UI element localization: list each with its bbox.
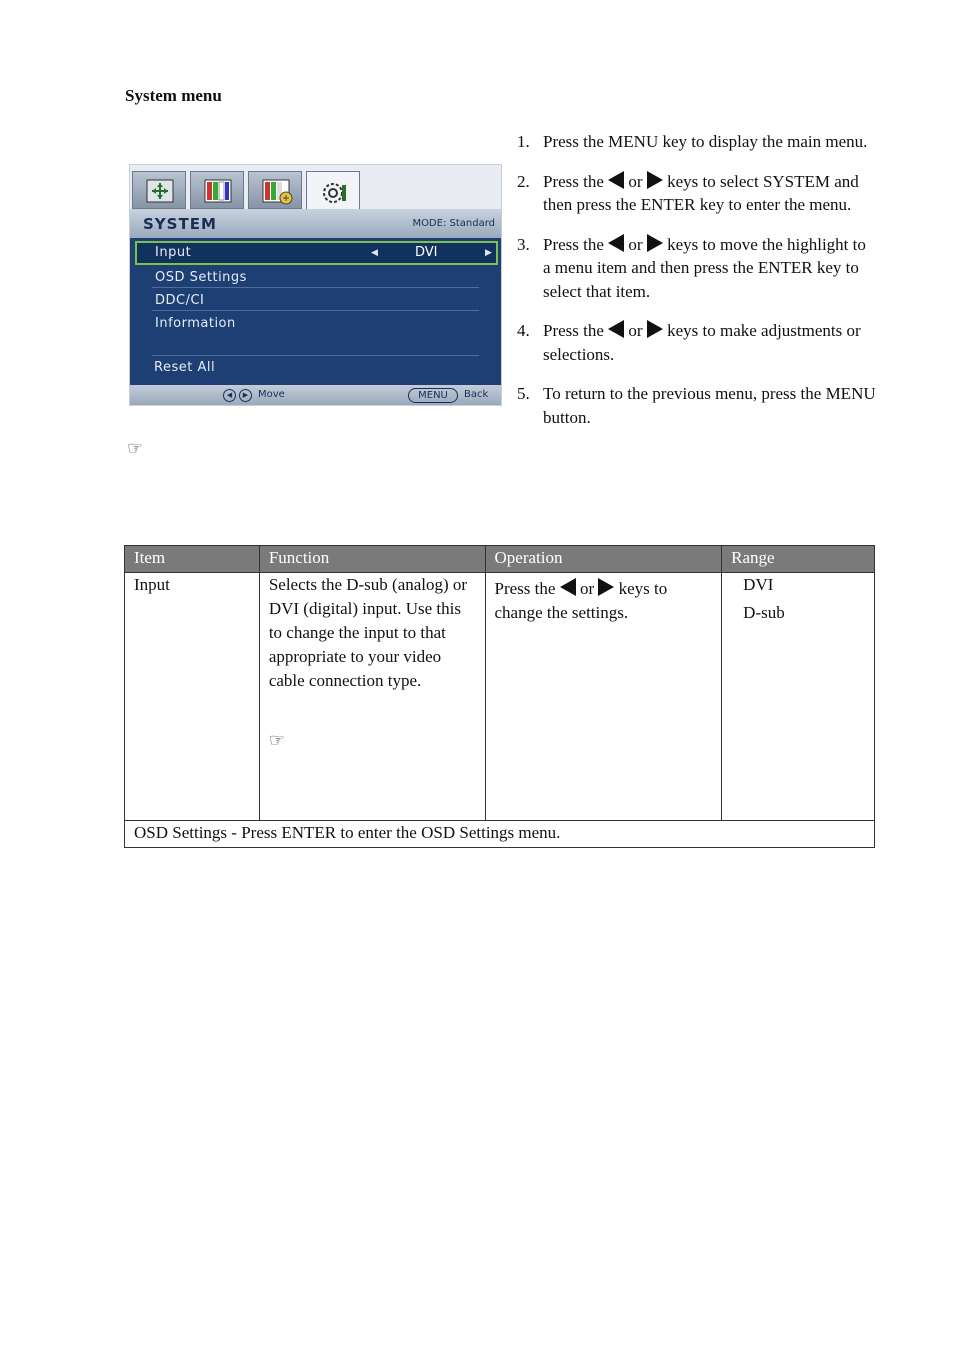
osd-row-reset-all: [135, 357, 498, 379]
osd-row-label: Information: [155, 316, 236, 331]
cell-operation: [485, 573, 722, 821]
header-operation: Operation: [485, 546, 722, 573]
right-arrow-icon: [647, 234, 663, 252]
step-number: 5.: [517, 384, 530, 403]
step-number: 1.: [517, 132, 530, 151]
header-function: Function: [259, 546, 485, 573]
operation-text: Press the: [494, 579, 560, 598]
right-arrow-icon: [647, 171, 663, 189]
left-arrow-icon: ◀: [371, 248, 378, 258]
step-text: Press the: [543, 321, 609, 340]
operation-text: keys to change the settings.: [494, 579, 668, 622]
step-text: keys to select: [662, 171, 763, 191]
header-item: Item: [125, 546, 260, 573]
osd-row-osd-settings: [135, 267, 498, 289]
step-item: [517, 170, 877, 217]
step-text: and then press the: [543, 171, 859, 214]
step-text: or: [624, 321, 647, 340]
step-text: button.: [543, 407, 591, 427]
step-text: keys to make adjustments or selections.: [543, 321, 861, 364]
step-text: key to enter the menu.: [695, 195, 852, 214]
steps-list: [517, 130, 877, 445]
step-text: or: [624, 234, 647, 254]
function-text: Selects the D-sub (analog) or DVI (digital) input. Use this to change the input to that appropriate to your video cable connection type.: [268, 575, 468, 690]
display-icon: [146, 179, 174, 203]
osd-divider: [152, 355, 479, 356]
osd-move-label: Move: [258, 389, 285, 400]
section-title: System menu: [125, 86, 222, 105]
cell-function: [259, 573, 485, 821]
step-text: Press the: [543, 171, 609, 191]
osd-back-label: Back: [464, 389, 489, 400]
step-text: key to select that item.: [543, 258, 859, 301]
right-arrow-icon: [647, 320, 663, 338]
item-name: OSD Settings: [134, 823, 228, 842]
osd-row-label: Reset All: [154, 360, 216, 375]
note-hand-icon: ☞: [127, 438, 144, 459]
osd-tab-display: [132, 171, 186, 209]
cell-item: Input: [125, 573, 260, 821]
left-arrow-icon: [608, 320, 624, 338]
step-text: Press the: [543, 132, 609, 151]
step-item: [517, 130, 877, 154]
osd-menu-pill: MENU: [408, 388, 458, 403]
step-text: To return to the previous menu, press the: [543, 384, 826, 403]
osd-row-information: [135, 313, 498, 335]
osd-screenshot: [129, 164, 502, 406]
key-name: ENTER: [640, 195, 696, 214]
osd-divider: [152, 310, 479, 311]
right-arrow-icon: [598, 578, 614, 596]
table-row: [125, 573, 875, 821]
row-text: - Press: [227, 823, 282, 842]
osd-tab-picture-advanced: [248, 171, 302, 209]
osd-menu-body: [130, 209, 502, 406]
left-arrow-icon: [560, 578, 576, 596]
cell-osd-settings: [125, 821, 875, 848]
osd-row-label: DDC/CI: [155, 293, 205, 308]
right-circle-icon: ▶: [239, 389, 252, 402]
step-number: 3.: [517, 234, 530, 254]
key-name: ENTER: [757, 258, 813, 277]
osd-header: [130, 209, 502, 238]
item-name: OSD Settings: [421, 823, 515, 842]
right-arrow-icon: ▶: [485, 248, 492, 258]
key-name: ENTER: [281, 823, 337, 842]
osd-row-ddcci: [135, 290, 498, 312]
note-hand-icon: ☞: [268, 730, 285, 751]
picture-icon: [204, 179, 232, 203]
key-name: MENU: [825, 384, 876, 403]
osd-row-label: OSD Settings: [155, 270, 247, 285]
step-number: 4.: [517, 321, 530, 340]
step-number: 2.: [517, 171, 530, 191]
step-text: Press the: [543, 234, 609, 254]
table-header-row: [125, 546, 875, 573]
osd-footer: [130, 385, 502, 406]
range-value: D-sub: [743, 603, 785, 622]
table-row: [125, 821, 875, 848]
step-item: [517, 382, 877, 429]
osd-row-label: Input: [155, 245, 192, 260]
step-item: [517, 233, 877, 304]
cell-range: [722, 573, 875, 821]
range-value: DVI: [743, 575, 774, 594]
step-item: [517, 319, 877, 366]
header-range: Range: [722, 546, 875, 573]
left-circle-icon: ◀: [223, 389, 236, 402]
picture-advanced-icon: [262, 179, 294, 205]
left-arrow-icon: [608, 234, 624, 252]
row-text: to enter the: [336, 823, 422, 842]
osd-tab-picture: [190, 171, 244, 209]
step-text: key to display the main menu.: [658, 132, 868, 151]
system-menu-table: [124, 545, 875, 848]
operation-text: or: [575, 579, 599, 598]
step-text: keys to move the highlight to a menu item and then press the: [543, 234, 866, 277]
osd-row-value: DVI: [415, 245, 438, 260]
key-name: MENU: [608, 132, 659, 151]
osd-row-input: [135, 241, 498, 265]
osd-mode-label: MODE: Standard: [412, 218, 495, 229]
osd-divider: [152, 287, 479, 288]
step-text: or: [624, 171, 647, 191]
left-arrow-icon: [608, 171, 624, 189]
gear-icon: [320, 179, 350, 207]
key-name: SYSTEM: [762, 171, 831, 191]
osd-header-title: SYSTEM: [143, 215, 217, 233]
row-text: menu.: [514, 823, 561, 842]
